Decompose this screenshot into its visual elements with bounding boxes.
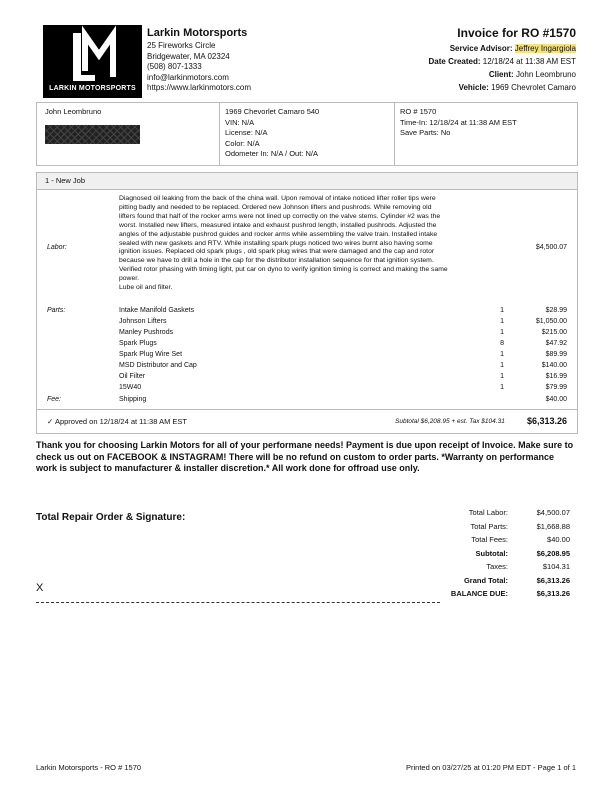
totals-label: BALANCE DUE: [450,589,508,598]
labor-desc-text: Diagnosed oil leaking from the back of the china wall. Upon removal of intake noticed lifter roller tips were pitting badly and needed to be replaced. Ordered new Johnson lifters and pushrods. While removing old lifters found that half of the rocker arms were not lined up correctly on the valve stems. Cylinder #2 was the worst. Installed new lifters, measured intake and exhaust pushrod length, installed pushrods. Adjusted the angles of the adjustable pushrod guides and rocker arms while assembling the valve train. Installed intake sealed with new gaskets and RTV. While installing spark plugs noticed two wires burnt also having some ignition issues. Replaced old spark plugs , old spark plug wires that were damaged and the cap and rotor because we have to drill a hole in the cap for the distributor installation sequence for that ignition system. Verified rotor phasing with timing light, put car on dyno to verify ignition timing is correct and making the same power. [119,195,448,283]
time-in: Time-In: 12/18/24 at 11:38 AM EST [400,117,517,127]
logo-brand-text: LARKIN MOTORSPORTS [49,85,136,92]
vehicle-value: 1969 Chevrolet Camaro [491,83,576,92]
date-value: 12/18/24 at 11:38 AM EST [482,57,576,66]
vehicle-column [225,107,319,160]
company-info [147,26,251,94]
invoice-title: Invoice for RO #1570 [457,26,576,40]
parts-label: Parts: [47,307,66,314]
totals-value: $6,313.26 [536,575,570,585]
part-name: Spark Plugs [119,340,157,347]
customer-column [45,107,101,118]
part-name: Intake Manifold Gaskets [119,307,195,314]
totals-row [420,576,570,590]
odometer: Odometer In: N/A / Out: N/A [225,149,318,158]
part-price: $215.00 [541,329,567,336]
labor-desc-text2: Lube oil and filter. [119,284,173,292]
date-label: Date Created: [428,57,481,66]
part-name: 15W40 [119,384,142,391]
ro-column [400,107,517,139]
part-qty: 1 [500,384,504,391]
part-row [37,371,577,382]
part-row [37,316,577,327]
totals-row [420,535,570,549]
page-footer [36,763,576,772]
part-qty: 1 [500,362,504,369]
totals-value: $4,500.07 [536,508,570,517]
column-divider [394,103,395,165]
totals-value: $6,208.95 [536,548,570,558]
ro-number: RO # 1570 [400,107,437,116]
part-price: $89.99 [545,351,567,358]
redacted-block [45,125,140,144]
totals-value: $40.00 [547,535,570,544]
company-website[interactable]: https://www.larkinmotors.com [147,83,252,92]
totals-label: Total Labor: [468,508,508,517]
part-qty: 1 [500,351,504,358]
labor-description [119,195,449,293]
part-qty: 8 [500,340,504,347]
part-qty: 1 [500,329,504,336]
part-row [37,305,577,316]
approval-bar [37,409,577,434]
part-price: $47.92 [545,340,567,347]
totals-label: Subtotal: [475,548,508,558]
vehicle-name: 1969 Chevorlet Camaro 540 [225,107,320,116]
thank-you-note: Thank you for choosing Larkin Motors for all of your performane needs! Payment is due upon receipt of Invoice. Make sure to check us out on FACEBOOK & INSTAGRAM! There will be no refund on custom to order parts. *Warranty on performance work is subject to manufacturer & installer discretion.* All work done for offroad use only. [36,440,574,473]
part-name: Oil Filter [119,373,146,380]
part-price: $140.00 [541,362,567,369]
footer-left: Larkin Motorsports - RO # 1570 [36,763,142,772]
totals-label: Total Parts: [470,521,508,531]
totals-row [420,522,570,536]
fee-row [37,394,577,405]
part-row [37,349,577,360]
part-row [37,360,577,371]
signature-x: X [36,582,44,594]
fee-name: Shipping [119,396,147,403]
part-price: $1,050.00 [535,318,567,325]
totals-value: $1,668.88 [536,521,570,531]
company-address2: Bridgewater, MA 02324 [147,51,230,61]
totals-label: Taxes: [486,562,508,571]
column-divider [219,103,220,165]
service-advisor-row [429,42,577,55]
labor-label: Labor: [47,244,67,251]
totals-summary [420,508,570,603]
totals-row [420,589,570,603]
totals-label: Grand Total: [463,575,508,585]
part-price: $79.99 [545,384,567,391]
part-name: Manley Pushrods [119,329,174,336]
vehicle-label: Vehicle: [458,83,489,92]
save-parts: Save Parts: No [400,128,451,137]
company-name: Larkin Motorsports [147,27,248,39]
part-price: $28.99 [545,307,567,314]
advisor-label: Service Advisor: [449,44,513,53]
client-label: Client: [488,70,514,79]
company-email[interactable]: info@larkinmotors.com [147,72,229,82]
signature-label: Total Repair Order & Signature: [36,512,186,523]
vehicle-row [429,81,577,94]
job-box [36,172,578,434]
info-box [36,102,578,166]
vin: VIN: N/A [225,117,255,127]
part-qty: 1 [500,373,504,380]
color: Color: N/A [225,138,260,148]
fee-label: Fee: [47,396,62,403]
part-name: Johnson Lifters [119,318,167,325]
license: License: N/A [225,128,268,137]
totals-row [420,562,570,576]
client-row [429,68,577,81]
signature-line[interactable] [36,602,440,603]
part-qty: 1 [500,318,504,325]
totals-value: $6,313.26 [536,589,570,598]
totals-value: $104.31 [542,562,570,571]
job-header: 1 - New Job [37,173,577,190]
part-name: MSD Distributor and Cap [119,362,197,369]
part-name: Spark Plug Wire Set [119,351,183,358]
fee-amount: $40.00 [545,396,567,403]
date-created-row [429,55,577,68]
customer-name: John Leombruno [45,107,102,116]
approved-status: ✓ Approved on 12/18/24 at 11:38 AM EST [47,417,187,426]
totals-row [420,508,570,522]
part-qty: 1 [500,307,504,314]
part-row [37,382,577,393]
part-row [37,327,577,338]
advisor-name: Jeffrey Ingargiola [514,44,576,53]
part-price: $16.99 [545,373,567,380]
totals-label: Total Fees: [471,535,508,544]
company-logo [43,25,142,98]
company-phone: (508) 807-1333 [147,62,202,71]
invoice-header [429,26,577,94]
footer-right: Printed on 03/27/25 at 01:20 PM EDT - Page 1 of 1 [406,763,576,772]
client-value: John Leombruno [515,70,576,79]
labor-amount: $4,500.07 [535,244,567,251]
part-row [37,338,577,349]
totals-row [420,549,570,563]
company-address1: 25 Fireworks Circle [147,41,216,50]
job-total: $6,313.26 [526,416,567,426]
subtotal-note: Subtotal $6,208.95 + est. Tax $104.31 [395,418,505,425]
